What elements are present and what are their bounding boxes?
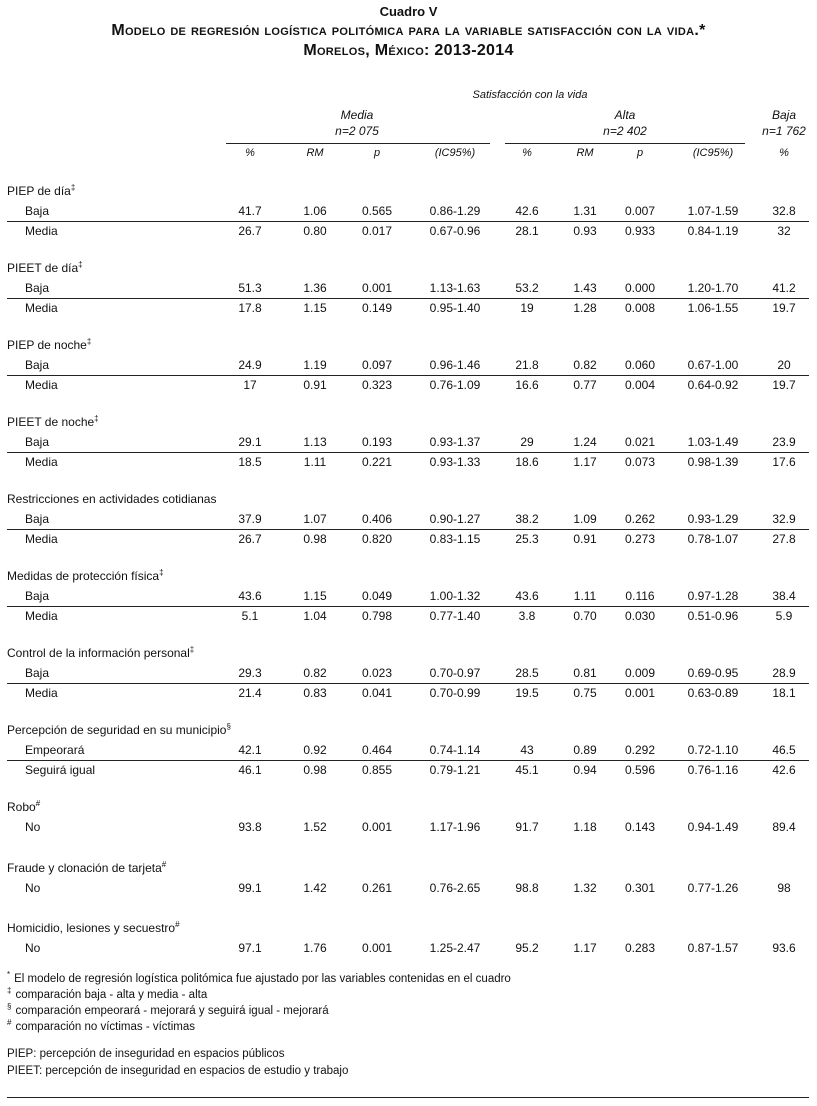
spanner-header: Satisfacción con la vida xyxy=(472,89,588,101)
table-cell: 43.6 xyxy=(238,589,262,603)
row-label: Baja xyxy=(25,435,50,449)
row-separator xyxy=(7,221,809,222)
footnote-mark: ‡ xyxy=(159,568,164,577)
footnote-text: El modelo de regresión logística politómica fue ajustado por las variables contenidas en el cuadro xyxy=(14,972,511,985)
footnote xyxy=(7,970,511,985)
table-cell: 32 xyxy=(777,224,791,238)
section-label-text: Robo xyxy=(7,800,36,814)
table-cell: 0.93-1.37 xyxy=(429,435,481,449)
table-cell: 25.3 xyxy=(515,532,539,546)
table-cell: 0.262 xyxy=(624,512,656,526)
section-label xyxy=(7,799,40,814)
table-cell: 1.25-2.47 xyxy=(429,941,481,955)
group-alta-label: Alta xyxy=(614,108,636,122)
table-cell: 0.406 xyxy=(361,512,393,526)
footnote-mark: ‡ xyxy=(86,337,92,346)
table-cell: 41.7 xyxy=(238,204,262,218)
table-cell: 0.74-1.14 xyxy=(429,743,481,757)
table-cell: 28.1 xyxy=(515,224,539,238)
table-cell: 0.221 xyxy=(361,455,393,469)
footnote-mark: ‡ xyxy=(7,986,12,995)
table-cell: 18.1 xyxy=(772,686,796,700)
table-cell: 0.001 xyxy=(361,941,393,955)
section-label xyxy=(7,860,166,875)
table-cell: 26.7 xyxy=(238,224,262,238)
table-cell: 0.76-2.65 xyxy=(429,881,481,895)
footnote-mark: # xyxy=(35,799,41,808)
table-cell: 18.6 xyxy=(515,455,539,469)
table-cell: 51.3 xyxy=(238,281,262,295)
table-number: Cuadro V xyxy=(379,4,438,19)
table-cell: 1.76 xyxy=(303,941,327,955)
table-cell: 0.89 xyxy=(573,743,597,757)
table-cell: 0.023 xyxy=(361,666,393,680)
table-cell: 0.83-1.15 xyxy=(429,532,481,546)
row-label: Empeorará xyxy=(25,743,85,757)
table-cell: 97.1 xyxy=(238,941,262,955)
table-cell: 43.6 xyxy=(515,589,539,603)
table-cell: 0.95-1.40 xyxy=(429,301,481,315)
footnote-mark: # xyxy=(161,860,167,869)
table-cell: 5.9 xyxy=(775,609,793,623)
table-cell: 1.15 xyxy=(303,301,327,315)
table-cell: 0.72-1.10 xyxy=(687,743,739,757)
table-cell: 0.933 xyxy=(624,224,656,238)
footnote-mark: ‡ xyxy=(70,183,76,192)
row-label: Media xyxy=(25,686,58,700)
table-cell: 0.021 xyxy=(624,435,656,449)
table-cell: 1.11 xyxy=(303,455,327,469)
table-cell: 0.97-1.28 xyxy=(687,589,739,603)
table-cell: 1.07-1.59 xyxy=(687,204,739,218)
table-cell: 41.2 xyxy=(772,281,796,295)
table-cell: 1.42 xyxy=(303,881,327,895)
table-cell: 0.82 xyxy=(303,666,327,680)
table-cell: 0.149 xyxy=(361,301,393,315)
row-separator xyxy=(7,606,809,607)
row-label: Baja xyxy=(25,204,50,218)
table-cell: 23.9 xyxy=(772,435,796,449)
table-cell: 17.6 xyxy=(772,455,796,469)
table-cell: 42.6 xyxy=(515,204,539,218)
section-label xyxy=(7,568,164,583)
table-cell: 1.09 xyxy=(573,512,597,526)
row-label: Media xyxy=(25,301,58,315)
table-cell: 26.7 xyxy=(238,532,262,546)
table-subtitle: Morelos, México: 2013-2014 xyxy=(303,42,514,59)
table-cell: 0.69-0.95 xyxy=(687,666,739,680)
column-header: p xyxy=(373,147,381,159)
table-cell: 1.36 xyxy=(303,281,327,295)
table-cell: 0.91 xyxy=(573,532,597,546)
footnote-mark: § xyxy=(7,1002,12,1011)
row-label: Media xyxy=(25,532,58,546)
table-cell: 91.7 xyxy=(515,820,539,834)
table-cell: 21.8 xyxy=(515,358,539,372)
row-label: No xyxy=(25,820,41,834)
row-label: Baja xyxy=(25,512,50,526)
section-label xyxy=(7,183,75,198)
table-cell: 0.70-0.97 xyxy=(429,666,481,680)
table-cell: 17 xyxy=(243,378,257,392)
table-cell: 0.98 xyxy=(303,763,327,777)
footnote-mark: # xyxy=(7,1018,12,1027)
table-cell: 0.82 xyxy=(573,358,597,372)
table-cell: 46.5 xyxy=(772,743,796,757)
section-label-text: Percepción de seguridad en su municipio xyxy=(7,723,227,737)
table-cell: 1.20-1.70 xyxy=(687,281,739,295)
row-label: Seguirá igual xyxy=(25,763,96,777)
table-cell: 0.67-1.00 xyxy=(687,358,739,372)
footnote-mark: ‡ xyxy=(94,414,99,423)
table-cell: 0.79-1.21 xyxy=(429,763,481,777)
table-cell: 46.1 xyxy=(238,763,262,777)
table-cell: 0.116 xyxy=(625,589,655,603)
group-baja-label: Baja xyxy=(771,108,797,122)
row-label: No xyxy=(25,881,41,895)
table-cell: 1.07 xyxy=(303,512,327,526)
table-cell: 0.283 xyxy=(624,941,656,955)
table-cell: 37.9 xyxy=(238,512,262,526)
alta-rule xyxy=(505,143,745,144)
table-cell: 32.8 xyxy=(772,204,796,218)
table-cell: 1.18 xyxy=(573,820,597,834)
table-cell: 1.03-1.49 xyxy=(687,435,739,449)
table-cell: 0.84-1.19 xyxy=(687,224,739,238)
group-baja-n: n=1 762 xyxy=(762,124,806,138)
table-cell: 0.81 xyxy=(573,666,597,680)
column-header: p xyxy=(636,147,644,159)
table-cell: 95.2 xyxy=(515,941,539,955)
table-cell: 19 xyxy=(520,301,534,315)
table-cell: 99.1 xyxy=(238,881,262,895)
table-cell: 0.004 xyxy=(624,378,656,392)
table-cell: 0.464 xyxy=(361,743,393,757)
table-cell: 43 xyxy=(520,743,534,757)
table-cell: 0.98 xyxy=(303,532,327,546)
table-cell: 0.51-0.96 xyxy=(687,609,739,623)
footnote-mark: ‡ xyxy=(78,260,83,269)
table-cell: 1.43 xyxy=(573,281,597,295)
section-label xyxy=(7,337,91,352)
table-cell: 0.143 xyxy=(624,820,656,834)
column-header: % xyxy=(245,147,255,159)
table-cell: 0.75 xyxy=(573,686,597,700)
abbreviation: PIEET: percepción de inseguridad en espacios de estudio y trabajo xyxy=(7,1065,349,1077)
row-label: Baja xyxy=(25,666,50,680)
section-label-text: PIEP de día xyxy=(7,184,71,198)
table-cell: 1.06 xyxy=(303,204,327,218)
media-rule xyxy=(226,143,490,144)
table-cell: 98 xyxy=(777,881,791,895)
table-cell: 0.193 xyxy=(361,435,393,449)
table-cell: 0.76-1.16 xyxy=(687,763,739,777)
table-cell: 0.301 xyxy=(624,881,656,895)
table-cell: 21.4 xyxy=(238,686,262,700)
table-cell: 0.94 xyxy=(573,763,597,777)
row-label: Media xyxy=(25,609,58,623)
table-title: Modelo de regresión logística politómica para la variable satisfacción con la vida.* xyxy=(111,22,706,39)
bottom-rule xyxy=(7,1097,809,1098)
row-label: Baja xyxy=(25,281,50,295)
table-cell: 0.049 xyxy=(361,589,393,603)
row-separator xyxy=(7,760,809,761)
table-cell: 19.7 xyxy=(772,378,796,392)
table-cell: 0.90-1.27 xyxy=(429,512,481,526)
abbreviation: PIEP: percepción de inseguridad en espacios públicos xyxy=(7,1048,285,1060)
table-cell: 20 xyxy=(777,358,791,372)
table-cell: 93.8 xyxy=(238,820,262,834)
table-cell: 0.93-1.33 xyxy=(429,455,481,469)
table-cell: 98.8 xyxy=(515,881,539,895)
footnote-text: comparación no víctimas - víctimas xyxy=(15,1020,196,1033)
table-cell: 0.008 xyxy=(624,301,656,315)
table-cell: 0.596 xyxy=(624,763,656,777)
table-cell: 1.52 xyxy=(303,820,327,834)
table-cell: 0.097 xyxy=(361,358,393,372)
table-cell: 0.77-1.26 xyxy=(687,881,739,895)
table-cell: 38.4 xyxy=(772,589,796,603)
table-cell: 0.273 xyxy=(624,532,656,546)
table-cell: 1.11 xyxy=(573,589,597,603)
section-label xyxy=(7,491,216,506)
table-cell: 24.9 xyxy=(238,358,262,372)
table-cell: 0.041 xyxy=(361,686,393,700)
table-cell: 1.17-1.96 xyxy=(429,820,481,834)
group-media-n: n=2 075 xyxy=(335,124,379,138)
row-label: No xyxy=(25,941,41,955)
table-cell: 28.5 xyxy=(515,666,539,680)
section-label xyxy=(7,920,180,935)
table-cell: 5.1 xyxy=(241,609,259,623)
table-cell: 1.13-1.63 xyxy=(429,281,481,295)
table-cell: 0.67-0.96 xyxy=(429,224,481,238)
table-cell: 1.31 xyxy=(573,204,597,218)
row-separator xyxy=(7,529,809,530)
section-label-text: Medidas de protección física xyxy=(7,569,160,583)
table-cell: 1.17 xyxy=(573,455,597,469)
table-cell: 1.15 xyxy=(303,589,327,603)
table-cell: 3.8 xyxy=(518,609,536,623)
table-cell: 38.2 xyxy=(515,512,539,526)
footnote xyxy=(7,1018,195,1033)
table-cell: 0.001 xyxy=(624,686,656,700)
group-media-label: Media xyxy=(340,108,374,122)
table-cell: 0.001 xyxy=(361,281,393,295)
section-label-text: Restricciones en actividades cotidianas xyxy=(7,492,217,506)
table-cell: 0.007 xyxy=(624,204,656,218)
column-header: (IC95%) xyxy=(692,147,734,159)
section-label-text: Homicidio, lesiones y secuestro xyxy=(7,921,176,935)
table-cell: 0.77 xyxy=(573,378,597,392)
table-cell: 0.70-0.99 xyxy=(429,686,481,700)
table-cell: 1.00-1.32 xyxy=(429,589,481,603)
table-cell: 0.64-0.92 xyxy=(687,378,739,392)
table-cell: 89.4 xyxy=(772,820,796,834)
table-cell: 0.78-1.07 xyxy=(687,532,739,546)
footnote-text: comparación empeorará - mejorará y seguirá igual - mejorará xyxy=(15,1004,329,1017)
section-label-text: PIEET de día xyxy=(7,261,79,275)
row-label: Media xyxy=(25,455,58,469)
table-cell: 0.261 xyxy=(361,881,393,895)
table-cell: 0.93-1.29 xyxy=(687,512,739,526)
table-cell: 16.6 xyxy=(515,378,539,392)
row-label: Baja xyxy=(25,589,50,603)
section-label-text: PIEP de noche xyxy=(7,338,87,352)
table-cell: 0.80 xyxy=(303,224,327,238)
column-header: % xyxy=(522,147,532,159)
table-cell: 1.24 xyxy=(573,435,597,449)
section-label-text: PIEET de noche xyxy=(7,415,95,429)
table-cell: 0.565 xyxy=(361,204,393,218)
table-cell: 42.1 xyxy=(238,743,262,757)
table-cell: 0.94-1.49 xyxy=(687,820,739,834)
row-separator xyxy=(7,683,809,684)
row-separator xyxy=(7,452,809,453)
footnote-mark: ‡ xyxy=(189,645,195,654)
table-cell: 0.030 xyxy=(624,609,656,623)
table-cell: 0.87-1.57 xyxy=(687,941,739,955)
table-cell: 0.855 xyxy=(361,763,393,777)
row-label: Media xyxy=(25,378,58,392)
table-cell: 0.98-1.39 xyxy=(687,455,739,469)
table-cell: 18.5 xyxy=(238,455,262,469)
table-cell: 0.70 xyxy=(573,609,597,623)
table-cell: 1.32 xyxy=(573,881,597,895)
table-cell: 93.6 xyxy=(772,941,796,955)
footnote xyxy=(7,1002,329,1017)
table-cell: 1.06-1.55 xyxy=(687,301,739,315)
row-label: Baja xyxy=(25,358,50,372)
footnote-mark: § xyxy=(226,722,231,731)
table-cell: 28.9 xyxy=(772,666,796,680)
group-alta-n: n=2 402 xyxy=(603,124,647,138)
section-label xyxy=(7,645,194,660)
table-cell: 0.86-1.29 xyxy=(429,204,481,218)
table-cell: 0.91 xyxy=(303,378,327,392)
table-cell: 1.28 xyxy=(573,301,597,315)
table-cell: 0.77-1.40 xyxy=(429,609,481,623)
table-cell: 29.3 xyxy=(238,666,262,680)
table-cell: 0.292 xyxy=(624,743,656,757)
row-separator xyxy=(7,298,809,299)
table-cell: 1.19 xyxy=(303,358,327,372)
table-cell: 0.93 xyxy=(573,224,597,238)
table-cell: 0.060 xyxy=(624,358,656,372)
table-cell: 0.63-0.89 xyxy=(687,686,739,700)
section-label-text: Control de la información personal xyxy=(7,646,190,660)
table-cell: 0.820 xyxy=(361,532,393,546)
footnote xyxy=(7,986,207,1001)
section-label xyxy=(7,414,99,429)
table-cell: 27.8 xyxy=(772,532,796,546)
row-label: Media xyxy=(25,224,58,238)
section-label xyxy=(7,260,83,275)
table-cell: 0.017 xyxy=(361,224,393,238)
column-header: RM xyxy=(306,147,324,159)
footnote-mark: * xyxy=(7,970,11,979)
table-cell: 1.13 xyxy=(303,435,327,449)
row-separator xyxy=(7,375,809,376)
table-cell: 19.5 xyxy=(515,686,539,700)
table-cell: 32.9 xyxy=(772,512,796,526)
column-header: % xyxy=(779,147,789,159)
table-cell: 19.7 xyxy=(772,301,796,315)
table-cell: 0.798 xyxy=(361,609,393,623)
table-cell: 1.17 xyxy=(573,941,597,955)
table-cell: 29 xyxy=(520,435,534,449)
column-header: (IC95%) xyxy=(434,147,476,159)
table-cell: 0.96-1.46 xyxy=(429,358,481,372)
table-cell: 0.009 xyxy=(624,666,656,680)
table-cell: 0.83 xyxy=(303,686,327,700)
footnote-mark: # xyxy=(175,920,180,929)
column-header: RM xyxy=(576,147,594,159)
table-cell: 0.001 xyxy=(361,820,393,834)
table-cell: 0.76-1.09 xyxy=(429,378,481,392)
table-cell: 45.1 xyxy=(515,763,539,777)
table-cell: 0.073 xyxy=(624,455,656,469)
table-cell: 42.6 xyxy=(772,763,796,777)
table-cell: 17.8 xyxy=(238,301,262,315)
footnote-text: comparación baja - alta y media - alta xyxy=(15,988,208,1001)
table-cell: 53.2 xyxy=(515,281,539,295)
table-cell: 29.1 xyxy=(238,435,262,449)
section-label xyxy=(7,722,231,737)
table-cell: 0.92 xyxy=(303,743,327,757)
section-label-text: Fraude y clonación de tarjeta xyxy=(7,861,162,875)
table-cell: 1.04 xyxy=(303,609,327,623)
table-cell: 0.000 xyxy=(624,281,656,295)
table-cell: 0.323 xyxy=(361,378,393,392)
